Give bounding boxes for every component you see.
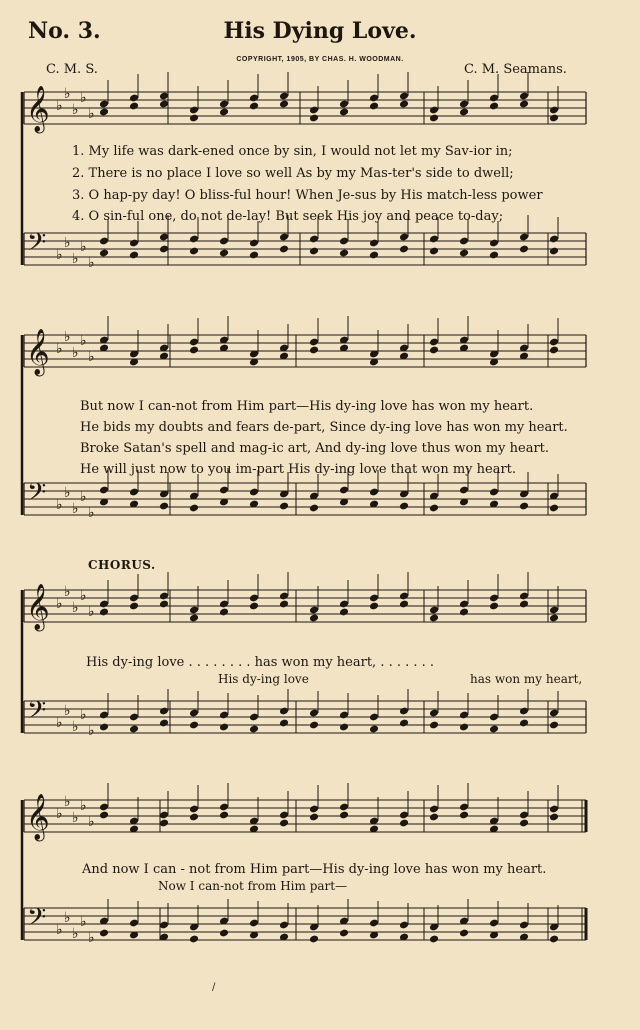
refrain-line-2: He bids my doubts and fears de-part, Since dy-ing love has won my heart.	[80, 420, 568, 435]
clef-symbol: ♭	[56, 341, 63, 357]
clef-symbol: ♭	[80, 914, 87, 930]
chorus-label: CHORUS.	[88, 558, 156, 572]
note-head	[189, 346, 199, 355]
note-head	[99, 929, 109, 938]
note-head	[159, 719, 169, 728]
note-head	[159, 502, 169, 511]
note-head	[549, 247, 559, 256]
note-head	[549, 346, 559, 355]
verse-line-3: 3. O hap-py day! O bliss-ful hour! When Je-sus by His match-less power	[72, 188, 543, 203]
note-head	[279, 245, 289, 254]
note-head	[339, 929, 349, 938]
clef-symbol: ♭	[80, 90, 87, 106]
note-head	[519, 502, 529, 511]
clef-symbol: ♭	[56, 497, 63, 513]
clef-symbol: ♭	[72, 102, 79, 118]
note-head	[369, 102, 379, 111]
clef-symbol: ♭	[80, 707, 87, 723]
note-head	[309, 935, 319, 944]
note-head	[429, 813, 439, 822]
clef-symbol: ♭	[88, 505, 95, 521]
note-head	[519, 245, 529, 254]
clef-symbol: ♭	[56, 247, 63, 263]
note-head	[99, 608, 109, 617]
note-head	[369, 602, 379, 611]
note-head	[279, 819, 289, 828]
note-head	[459, 108, 469, 117]
clef-symbol: ♭	[64, 584, 71, 600]
refrain-line-1: But now I can-not from Him part—His dy-ing love has won my heart.	[80, 399, 534, 414]
note-head	[429, 247, 439, 256]
note-head	[189, 614, 199, 623]
note-head	[219, 108, 229, 117]
note-head	[189, 935, 199, 944]
page-mark: /	[212, 982, 216, 993]
note-head	[399, 502, 409, 511]
note-head	[249, 251, 259, 260]
note-head	[549, 614, 559, 623]
clef-symbol: ♭	[80, 588, 87, 604]
clef-symbol: ♭	[88, 814, 95, 830]
note-head	[249, 102, 259, 111]
note-head	[99, 108, 109, 117]
note-head	[309, 721, 319, 730]
note-head	[219, 811, 229, 820]
chorus-lyric-line-1: His dy-ing love . . . . . . . . has won my heart, . . . . . . .	[86, 655, 435, 670]
note-head	[99, 249, 109, 258]
note-head	[279, 600, 289, 609]
note-head	[489, 102, 499, 111]
note-head	[189, 114, 199, 123]
note-head	[519, 819, 529, 828]
clef-symbol: ♭	[72, 719, 79, 735]
note-head	[129, 251, 139, 260]
note-head	[459, 811, 469, 820]
clef-symbol: ♭	[72, 810, 79, 826]
note-head	[249, 602, 259, 611]
note-head	[459, 249, 469, 258]
clef-symbol: ♭	[88, 930, 95, 946]
clef-symbol: ♭	[64, 794, 71, 810]
clef-symbol: ♭	[64, 329, 71, 345]
note-head	[99, 811, 109, 820]
refrain-line-4: He will just now to you im-part His dy-ing love that won my heart.	[80, 462, 517, 477]
note-head	[99, 723, 109, 732]
clef-symbol: ♭	[72, 926, 79, 942]
clef-symbol: 𝄞	[26, 584, 50, 630]
clef-symbol: ♭	[64, 910, 71, 926]
note-head	[339, 108, 349, 117]
note-head	[519, 600, 529, 609]
clef-symbol: 𝄢	[27, 478, 47, 513]
note-head	[429, 935, 439, 944]
clef-symbol: ♭	[80, 239, 87, 255]
note-head	[489, 725, 499, 734]
note-head	[399, 100, 409, 109]
note-head	[549, 504, 559, 513]
note-head	[219, 249, 229, 258]
hymn-number: No. 3.	[28, 18, 101, 44]
note-head	[399, 719, 409, 728]
note-head	[429, 721, 439, 730]
note-head	[309, 114, 319, 123]
clef-symbol: ♭	[64, 86, 71, 102]
note-head	[339, 811, 349, 820]
hymn-title: His Dying Love.	[223, 18, 417, 44]
note-head	[549, 935, 559, 944]
clef-symbol: ♭	[56, 596, 63, 612]
chorus-lyric-line-2a: His dy-ing love	[218, 672, 309, 686]
clef-symbol: 𝄢	[27, 228, 47, 263]
note-head	[189, 813, 199, 822]
lyricist-credit: C. M. S.	[46, 62, 98, 77]
clef-symbol: ♭	[72, 251, 79, 267]
note-head	[339, 249, 349, 258]
note-head	[129, 602, 139, 611]
final-lyric-line-1: And now I can - not from Him part—His dy-ing love has won my heart.	[82, 862, 547, 877]
clef-symbol: ♭	[56, 806, 63, 822]
note-head	[219, 929, 229, 938]
clef-symbol: ♭	[64, 235, 71, 251]
clef-symbol: ♭	[56, 715, 63, 731]
clef-symbol: ♭	[56, 98, 63, 114]
note-head	[219, 608, 229, 617]
clef-symbol: ♭	[64, 703, 71, 719]
note-head	[309, 813, 319, 822]
note-head	[129, 725, 139, 734]
note-head	[309, 614, 319, 623]
note-head	[519, 100, 529, 109]
clef-symbol: 𝄞	[26, 794, 50, 840]
refrain-line-3: Broke Satan's spell and mag-ic art, And dy-ing love thus won my heart.	[80, 441, 550, 456]
note-head	[369, 251, 379, 260]
note-head	[279, 719, 289, 728]
note-head	[399, 245, 409, 254]
clef-symbol: 𝄢	[27, 696, 47, 731]
note-head	[399, 819, 409, 828]
note-head	[339, 723, 349, 732]
clef-symbol: 𝄞	[26, 329, 50, 375]
clef-symbol: ♭	[56, 922, 63, 938]
note-head	[459, 929, 469, 938]
note-head	[279, 502, 289, 511]
clef-symbol: ♭	[72, 501, 79, 517]
note-head	[429, 504, 439, 513]
note-head	[369, 725, 379, 734]
clef-symbol: ♭	[80, 489, 87, 505]
clef-symbol: ♭	[72, 345, 79, 361]
note-head	[309, 346, 319, 355]
note-head	[279, 100, 289, 109]
clef-symbol: 𝄢	[27, 903, 47, 938]
copyright-notice: COPYRIGHT, 1905, BY CHAS. H. WOODMAN.	[236, 56, 404, 63]
clef-symbol: ♭	[88, 349, 95, 365]
note-head	[219, 723, 229, 732]
note-head	[189, 721, 199, 730]
note-head	[519, 719, 529, 728]
note-head	[459, 723, 469, 732]
note-head	[159, 600, 169, 609]
note-head	[429, 614, 439, 623]
note-head	[399, 600, 409, 609]
note-head	[189, 247, 199, 256]
note-head	[189, 504, 199, 513]
clef-symbol: ♭	[64, 485, 71, 501]
note-head	[309, 504, 319, 513]
clef-symbol: 𝄞	[26, 86, 50, 132]
verse-line-4: 4. O sin-ful one, do not de-lay! But seek His joy and peace to-day;	[72, 209, 504, 224]
note-head	[549, 813, 559, 822]
note-head	[489, 602, 499, 611]
note-head	[429, 114, 439, 123]
note-head	[429, 346, 439, 355]
verse-line-1: 1. My life was dark-ened once by sin, I would not let my Sav-ior in;	[72, 144, 513, 159]
clef-symbol: ♭	[88, 723, 95, 739]
clef-symbol: ♭	[88, 106, 95, 122]
note-head	[339, 608, 349, 617]
final-lyric-line-2: Now I can-not from Him part—	[158, 879, 348, 893]
chorus-lyric-line-2b: has won my heart,	[470, 672, 583, 686]
note-head	[549, 721, 559, 730]
note-head	[129, 102, 139, 111]
note-head	[459, 608, 469, 617]
clef-symbol: ♭	[80, 333, 87, 349]
note-head	[249, 725, 259, 734]
clef-symbol: ♭	[88, 604, 95, 620]
note-head	[309, 247, 319, 256]
clef-symbol: ♭	[80, 798, 87, 814]
note-head	[489, 251, 499, 260]
note-head	[549, 114, 559, 123]
composer-credit: C. M. Seamans.	[464, 62, 567, 77]
clef-symbol: ♭	[72, 600, 79, 616]
clef-symbol: ♭	[88, 255, 95, 271]
verse-line-2: 2. There is no place I love so well As by my Mas-ter's side to dwell;	[72, 166, 514, 181]
